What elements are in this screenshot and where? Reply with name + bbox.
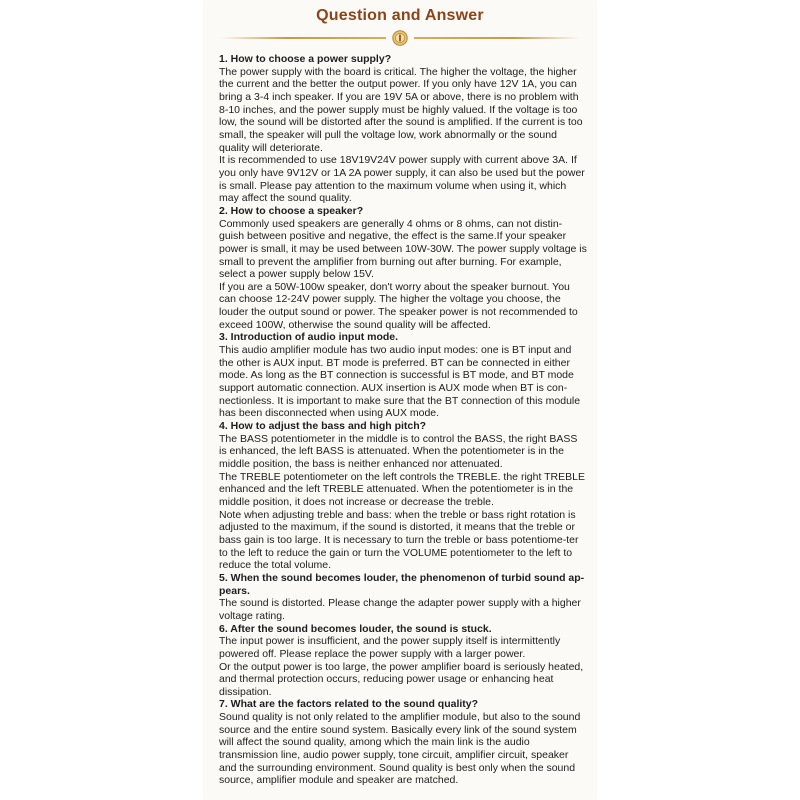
- question-heading: 5. When the sound becomes louder, the phenomenon of turbid sound ap-pears.: [219, 571, 585, 597]
- question-heading: 4. How to adjust the bass and high pitch?: [219, 420, 427, 433]
- question-heading: 3. Introduction of audio input mode.: [219, 331, 399, 344]
- qa-section: [219, 205, 587, 332]
- title-divider: [220, 30, 580, 46]
- question-heading: 7. What are the factors related to the sound quality?: [219, 698, 479, 711]
- question-heading: 2. How to choose a speaker?: [219, 204, 364, 217]
- answer-paragraph: The TREBLE potentiometer on the left controls the TREBLE. the right TREBLE enhanced and the left TREBLE attenuated. When the potentiometer is in the middle position, it does not increase or decrease the treble.: [219, 470, 585, 508]
- answer-paragraph: The power supply with the board is critical. The higher the voltage, the higher the current and the better the output power. If you only have 12V 1A, you can bring a 3-4 inch speaker. If you are 19V 5A or above, there is no problem with 8-10 inches, and the power supply must be highly valued. If the voltage is too low, the sound will be distorted after the sound is amplified. If the current is too small, the speaker will pull the voltage low, work abnormally or the sound quality will deteriorate.: [219, 65, 583, 154]
- question-heading: 6. After the sound becomes louder, the sound is stuck.: [219, 622, 492, 635]
- divider-line-right: [414, 37, 580, 39]
- divider-line-left: [220, 37, 386, 39]
- answer-paragraph: If you are a 50W-100w speaker, don't worry about the speaker burnout. You can choose 12-24V power supply. The higher the voltage you choose, the louder the output sound or power. The speaker power is not recommended to exceed 100W, otherwise the sound quality will be affected.: [219, 280, 578, 331]
- qa-section: [219, 53, 587, 205]
- qa-section: [219, 698, 587, 787]
- answer-paragraph: It is recommended to use 18V19V24V power supply with current above 3A. If you only have 9V12V or 1A 2A power supply, it can also be used but the power is small. Please pay attention to the maximum volume when using it, which may affect the sound quality.: [219, 154, 585, 205]
- qa-section: [219, 623, 587, 699]
- answer-paragraph: Note when adjusting treble and bass: when the treble or bass right rotation is adjusted to the maximum, if the sound is distorted, it means that the treble or bass gain is too large. It is necessary to turn the treble or bass potentiome-ter to the left to reduce the gain or turn the VOLUME potentiometer to the left to reduce the total volume.: [219, 508, 579, 572]
- answer-paragraph: Commonly used speakers are generally 4 ohms or 8 ohms, can not distin-guish between positive and negative, the effect is the same.If your speaker power is small, it may be used between 10W-30W. The power supply voltage is small to prevent the amplifier from burning out after burning. For example, select a power supply below 15V.: [219, 217, 587, 281]
- answer-paragraph: Or the output power is too large, the power amplifier board is seriously heated, and thermal protection occurs, reducing power usage or enhancing heat dissipation.: [219, 660, 584, 698]
- answer-paragraph: The BASS potentiometer in the middle is to control the BASS, the right BASS is enhanced, the left BASS is attenuated. When the potentiometer is in the middle position, the bass is neither enhanced nor attenuated.: [219, 432, 578, 470]
- qa-content: [219, 53, 587, 787]
- answer-paragraph: This audio amplifier module has two audio input modes: one is BT input and the other is AUX input. BT mode is preferred. BT can be connected in either mode. As long as the BT connection is successful is BT mode, and BT mode support automatic connection. AUX insertion is AUX mode when BT is con-nectionless. It is important to make sure that the BT connection of this module has been disconnected when using AUX mode.: [219, 344, 581, 420]
- qa-card: [204, 0, 596, 800]
- question-heading: 1. How to choose a power supply?: [219, 53, 392, 65]
- ornament-medallion-icon: [392, 30, 408, 46]
- qa-section: [219, 331, 587, 420]
- answer-paragraph: The sound is distorted. Please change the adapter power supply with a higher voltage rating.: [219, 597, 581, 622]
- answer-paragraph: The input power is insufficient, and the power supply itself is intermittently powered off. Please replace the power supply with a larger power.: [219, 635, 561, 660]
- qa-section: [219, 572, 587, 623]
- answer-paragraph: Sound quality is not only related to the amplifier module, but also to the sound source and the entire sound system. Basically every link of the sound system will affect the sound quality, among which the main link is the audio transmission line, audio power supply, tone circuit, amplifier circuit, speaker and the surrounding environment. Sound quality is best only when the sound source, amplifier module and speaker are matched.: [219, 711, 581, 787]
- page-title: Question and Answer: [316, 7, 484, 24]
- qa-section: [219, 420, 587, 572]
